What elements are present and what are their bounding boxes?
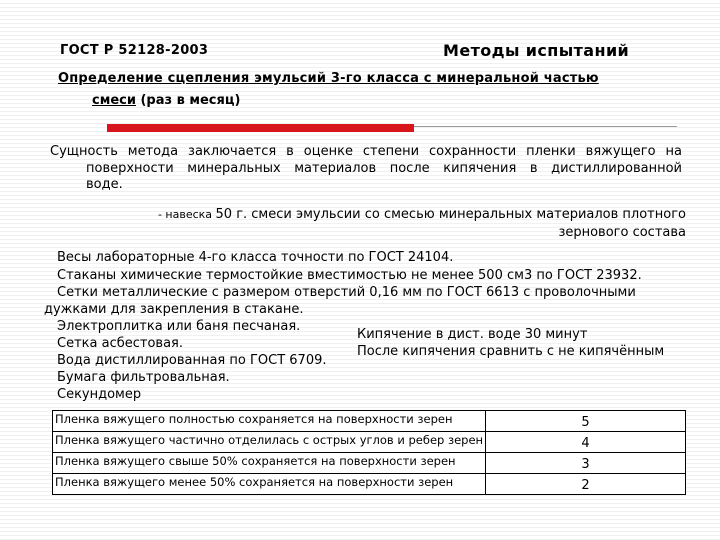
- sample-line-1: [126, 206, 686, 224]
- row-score: 5: [486, 411, 686, 432]
- equipment-item: Вода дистиллированная по ГОСТ 6709.: [57, 353, 327, 368]
- heading-frequency: (раз в месяц): [135, 93, 241, 108]
- sample-amount: 50 г. смеси эмульсии со смесью минеральных материалов плотного: [215, 207, 686, 222]
- equipment-item: Бумага фильтровальная.: [57, 370, 230, 385]
- section-title: Методы испытаний: [443, 41, 630, 60]
- equipment-item: Электроплитка или баня песчаная.: [57, 319, 301, 334]
- equipment-item: Стаканы химические термостойкие вместимостью не менее 500 см3 по ГОСТ 23932.: [57, 268, 642, 283]
- compare-note: После кипячения сравнить с не кипячённым: [357, 344, 665, 359]
- heading-line-2: [92, 93, 240, 108]
- row-description: Пленка вяжущего частично отделилась с острых углов и ребер зерен: [53, 432, 486, 453]
- equipment-item: дужками для закрепления в стакане.: [44, 302, 304, 317]
- table-row: [53, 474, 686, 495]
- table-row: [53, 432, 686, 453]
- standard-label: ГОСТ Р 52128-2003: [60, 43, 209, 58]
- sample-description: [126, 206, 686, 242]
- row-score: 2: [486, 474, 686, 495]
- essence-line-2: поверхности минеральных материалов после кипячения в дистиллированной: [86, 160, 682, 176]
- row-description: Пленка вяжущего полностью сохраняется на поверхности зерен: [53, 411, 486, 432]
- table-row: [53, 453, 686, 474]
- assessment-table: [52, 410, 686, 495]
- method-essence: [50, 144, 682, 194]
- equipment-item: Сетка асбестовая.: [57, 336, 183, 351]
- essence-line-1: Сущность метода заключается в оценке степени сохранности пленки вяжущего на: [50, 144, 682, 159]
- row-description: Пленка вяжущего свыше 50% сохраняется на поверхности зерен: [53, 453, 486, 474]
- row-description: Пленка вяжущего менее 50% сохраняется на поверхности зерен: [53, 474, 486, 495]
- equipment-item: Секундомер: [57, 387, 142, 402]
- sample-line-2: зернового состава: [558, 225, 686, 240]
- equipment-item: Весы лабораторные 4-го класса точности по ГОСТ 24104.: [57, 250, 454, 265]
- accent-bar: [107, 124, 414, 132]
- boiling-note: Кипячение в дист. воде 30 минут: [357, 327, 588, 342]
- row-score: 3: [486, 453, 686, 474]
- heading-underlined-word: смеси: [92, 93, 136, 108]
- essence-line-3: воде.: [86, 177, 123, 192]
- heading-line-1: Определение сцепления эмульсий 3-го класса с минеральной частью: [58, 71, 599, 86]
- row-score: 4: [486, 432, 686, 453]
- equipment-item: Сетки металлические с размером отверстий 0,16 мм по ГОСТ 6613 с проволочными: [57, 285, 636, 300]
- sample-prefix: - навеска: [157, 208, 216, 221]
- table-row: [53, 411, 686, 432]
